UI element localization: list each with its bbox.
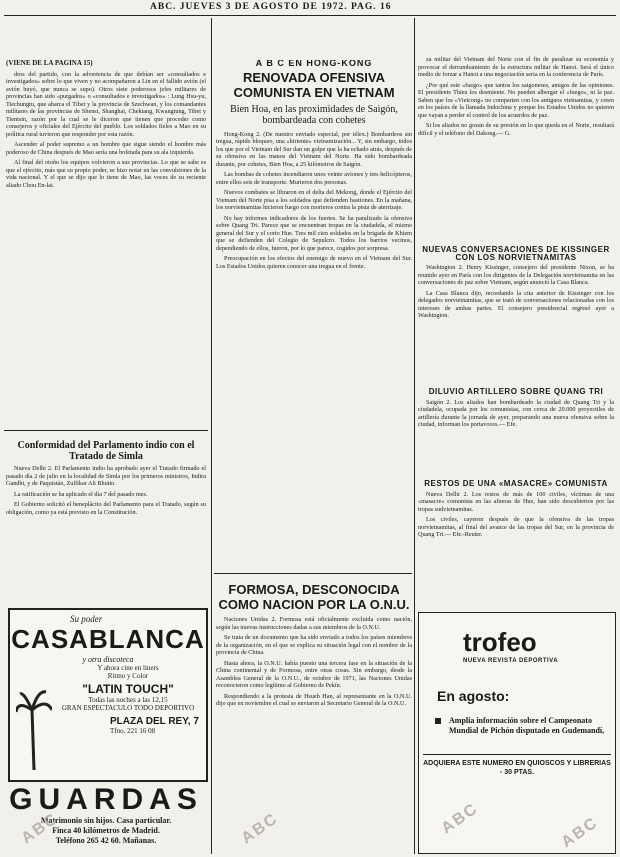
- article-paragraph: La Casa Blanca dijo, recordando la cita anterior de Kissinger con los delegados norvietnamitas, que se trató de conversaciones relacionadas con los intereses de ambas partes. El consejero presidencial regresó ayer a Washington.: [418, 289, 614, 319]
- article-paragraph: Saigón 2. Los aliados han bombardeado la ciudad de Quang Tri y la ciudadela, ocupada por los comunistas, con cerca de 20.000 proyectiles de artillería durante la jornada de ayer, preparando una nueva ofensiva sobre la ciudad, informan los portavoces.— Efe.: [418, 398, 614, 428]
- col1-paragraph: Ascender al poder supremo a un hombre que sigue siendo el hombre más poderoso de China después de Mao sería una bofetada para su ala izquierda.: [6, 141, 206, 156]
- watermark: ABC: [18, 809, 62, 848]
- article-paragraph: La ratificación se ha aplicado el día 7 del pasado mes.: [14, 490, 148, 498]
- column-divider: [4, 430, 208, 431]
- column-3: [418, 56, 614, 236]
- column-divider: [414, 18, 415, 854]
- guardas-line: Finca 40 kilómetros de Madrid.: [52, 826, 160, 835]
- ad-line: Ritmo y Color: [107, 672, 149, 680]
- col1-paragraph: Al final del otoño los equipos volvieron a sus provincias. Lo que se sabe es que el ejército, más que su propio poder, se hizo notar en las convulsiones de la vida nacional. Y el que se dijo que lo tiene de Mao, las voces de su reciente aliado Chou En-lai.: [6, 159, 206, 189]
- trofeo-month: En agosto:: [437, 688, 510, 704]
- guardas-line: Teléfono 265 42 60. Mañanas.: [55, 836, 157, 845]
- ad-show: "LATIN TOUCH": [82, 682, 174, 696]
- col1-paragraph: dros del partido, con la advertencia de que debían ser «consultados e investigados» sobre lo que viven y no acompañaron a Lin en el fallido avión (el avión huyó, que nunca se supo). Otros siete poderosos jefes militares de provincias han sido «purgados» o «consultados e investigados» : Lung Hsu-yu, Tiechungtu, que abarca el Tíbet y la provincia de Szechwan, y los comandantes militares de las provincias de Shensi, Shanghai, Chekiang, Kwangtung, Tibet y Tientsin, razón por la cual se le diceron que tienen que proceder como consejeros y oficiales del Ejército del pueblo. Los soldados fieles a Mao en su política rural tuvieron que responder por esta razón.: [6, 70, 206, 138]
- ad-pre: Su poder: [70, 614, 103, 624]
- bullet-icon: [435, 718, 441, 724]
- column-2: [216, 60, 412, 568]
- trofeo-tagline: NUEVA REVISTA DEPORTIVA: [463, 658, 559, 664]
- article-title: NUEVAS CONVERSACIONES DE KISSINGER CON LOS NORVIETNAMITAS: [422, 245, 610, 262]
- article-kissinger: [418, 240, 614, 380]
- watermark: ABC: [238, 809, 282, 848]
- ad-phone: Tfno. 221 16 08: [110, 727, 156, 735]
- article-paragraph: Los civiles, cayeron después de que la ofensiva de las tropas norvietnamitas, al final del avance de las tropas del Sur, en la provincia de Quang Tri.— Efe.-Reuter.: [418, 516, 614, 538]
- ad-sub: y otra discoteca: [82, 655, 134, 664]
- article-title: RESTOS DE UNA «MASACRE» COMUNISTA: [424, 479, 608, 488]
- col2-paragraph: Preocupación en los efectos del enemigo de nuevo en el Vietnam del Sur. Los Estados Unidos quieren conocer una tregua en el frente.: [216, 255, 412, 270]
- subhead: Bien Hoa, en las proximidades de Saigón, bombardeada con cohetes: [230, 103, 398, 126]
- kicker: A B C EN HONG-KONG: [255, 60, 373, 68]
- article-rule: [214, 573, 412, 574]
- col2-paragraph: No hay informes indicadores de los fuertes. Se ha paralizado la ofensiva sobre Quang Tri. Parece que se encuentran tropas en la ciudadela, el mismo general del Sur y el corto Hue. Tres mil cien soldados en la brigada de Khiem que se defienden del Colegio de Sepulcro. Todos los barrios vecinos, dependiendo de ellos, fueron, por lo que parece, cogidos por sorpresa.: [216, 214, 412, 252]
- col3-paragraph: Si los aliados no gozan de su presión en lo que queda en el Norte, resultará difícil y el teléfono del Dakong.— G.: [418, 122, 614, 137]
- article-title: Conformidad del Parlamento indio con el Tratado de Simla: [17, 440, 195, 462]
- ad-line: Todas las noches a las 12,15: [88, 696, 168, 704]
- column-1: [6, 60, 206, 415]
- palm-tree-icon: [16, 670, 52, 770]
- ad-line: Y ahora cine en liners: [97, 664, 159, 672]
- col2-paragraph: Hong-Kong 2. (De nuestro enviado especial, por télex.) Bombardeos sin tregua, rápido bloqueo, una «hiriente» vietnamización... Y, sin embargo, todos los que por el Vietnam del Sur dan un golpe que la ha echado atrás, después de su ofensiva en las manos del Vietnam del Norte. Ha sido bombardeada durante, por cohetes, Bien Hoa, a 25 kilómetros de Saigón.: [216, 130, 412, 168]
- column-divider: [211, 18, 212, 854]
- article-paragraph: Hasta ahora, la O.N.U. había puesto una tercera fase en la situación de la China continental y de Formosa, entre otras cosas. Sin embargo, desde la Asamblea General de la O.N.U., de octubre de 1971, las Naciones Unidas reconocieron como legítimo al Gobierno de Pekín.: [216, 659, 412, 689]
- col2-paragraph: Las bombas de cohetes incendiaron unos veinte aviones y tres helicópteros, entre ellos seis de transporte. Murieron dos personas.: [216, 171, 412, 186]
- article-paragraph: Washington 2. Henry Kissinger, consejero del presidente Nixon, se ha reunido ayer en París con los dirigentes de la Delegación norvietnamita en las conversaciones de paz sobre Vietnam, según anunció la Casa Blanca.: [418, 264, 614, 286]
- continued-label: (VIENE DE LA PAGINA 15): [6, 60, 93, 67]
- col3-paragraph: ¿Por qué este «fuego» que tantos los saigoneses, amigos de las opiniones. El presidente Thieu los desmiente. No pueden albergar el «fuego», ni la paz. Saben que los «Vietcong» no comparten con los antiguos vietnamitas, y creen en los países de la llamada Indochina y porque los Estados Unidos no quieren que vayan a perder el control de los acuerdos de paz.: [418, 81, 614, 119]
- col3-paragraph: za militar del Vietnam del Norte con el fin de paralizar su economía y provocar el derrumbamiento de la estructura militar de Hanoi. Será el único medio de forzar a Hanoi a una negociación seria en la conferencia de París.: [418, 56, 614, 78]
- trofeo-logo: trofeo: [463, 627, 537, 657]
- ad-line: GRAN ESPECTACULO TODO DEPORTIVO: [61, 704, 195, 712]
- article-india: [6, 436, 206, 598]
- article-paragraph: El Gobierno solicitó el beneplácito del Parlamento para el Tratado, según su obligación, como ya está previsto en la Constitución.: [6, 501, 206, 516]
- article-quang-tri: [418, 382, 614, 472]
- guardas-title: GUARDAS: [9, 783, 203, 816]
- ad-brand: CASABLANCA: [11, 624, 205, 654]
- trofeo-footer: ADQUIERA ESTE NUMERO EN QUIOSCOS Y LIBRERIAS - 30 PTAS.: [423, 754, 611, 777]
- article-masacre: [418, 474, 614, 602]
- page-header: ABC. JUEVES 3 DE AGOSTO DE 1972. PAG. 16: [150, 2, 392, 12]
- article-paragraph: Nueva Delhi 2. El Parlamento indio ha aprobado ayer el Tratado firmado el pasado día 2 de julio en la localidad de Simla por los primeros ministros, Indira Gandhi, y de Paquistán, Zulfikar Ali Bhutto.: [6, 465, 206, 487]
- article-formosa: [216, 580, 412, 850]
- watermark: ABC: [438, 799, 482, 838]
- ad-address: PLAZA DEL REY, 7: [110, 716, 199, 727]
- article-title: FORMOSA, DESCONOCIDA COMO NACION POR LA O.N.U.: [218, 582, 410, 612]
- trofeo-bullet: Amplia información sobre el Campeonato Mundial de Pichón disputado en Gudemandí,: [449, 716, 605, 735]
- col2-paragraph: Nuevos combates se libraron en el delta del Mekong, donde el Ejército del Vietnam del Norte pisa a los soldados que defienden bastiones. En la mañana, los norvietnamitas hicieron fuego con morteros contra la pista de aterrizaje.: [216, 189, 412, 211]
- header-rule: [4, 15, 616, 16]
- article-title: DILUVIO ARTILLERO SOBRE QUANG TRI: [428, 387, 604, 396]
- watermark: ABC: [558, 813, 602, 852]
- article-paragraph: Nueva Delhi 2. Los restos de más de 100 civiles, víctimas de una «masacre» comunista en las afueras de Hue, han sido descubiertos por las tropas sudvietnamitas.: [418, 490, 614, 513]
- article-paragraph: Respondiendo a la protesta de Hsueh Han, al representante en la O.N.U. dijo que en noviembre el cual se enviaron al Secretario General de la O.N.U.: [216, 692, 412, 707]
- casablanca-ad: [8, 608, 208, 782]
- headline: RENOVADA OFENSIVA COMUNISTA EN VIETNAM: [233, 69, 395, 100]
- guardas-line: Matrimonio sin hijos. Casa particular.: [40, 816, 172, 825]
- article-paragraph: Se trata de un documento que ha sido enviado a todos los países miembros de la organización, en el que se explica su situación legal con el nombre de la provincia de China.: [216, 634, 412, 656]
- article-paragraph: Naciones Unidas 2. Formosa está oficialmente excluida como nación, según las nuevas instrucciones dadas a sus miembros de la O.N.U.: [216, 616, 412, 631]
